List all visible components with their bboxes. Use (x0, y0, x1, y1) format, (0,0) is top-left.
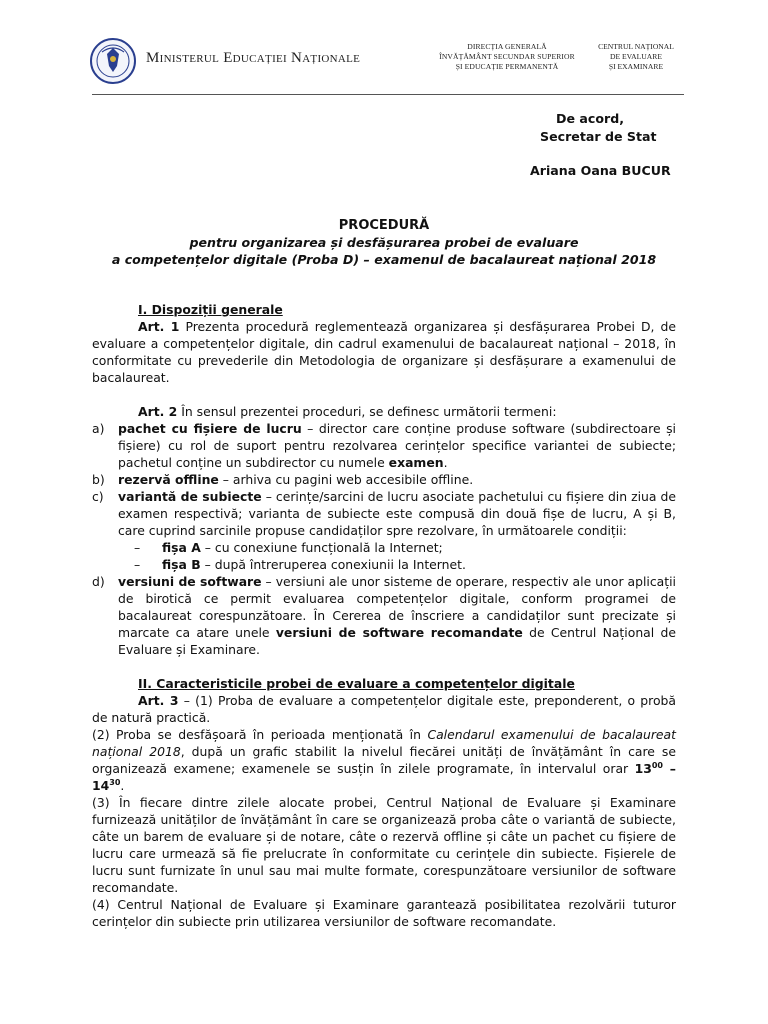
article-label: Art. 1 (138, 319, 180, 334)
dash-marker: – (134, 557, 141, 572)
evaluation-center-name: CENTRUL NAȚIONAL DE EVALUARE ȘI EXAMINARE (598, 42, 674, 71)
section-heading-1: I. Dispoziții generale (138, 302, 283, 317)
definition-term: pachet cu fișiere de lucru (118, 421, 302, 436)
definition-item-d: d) versiuni de software – versiuni ale unor sisteme de operare, respectiv ale unor aplicații de birotică ce permit evaluarea competențelor digitale, conform programei de bacalaureat corespunzătoare. În Cererea de înscriere a candidaților sunt precizate și marcate ca atare unele versiuni de software recomandate de Centrul Național de Evaluare și Examinare. (92, 574, 676, 657)
definition-term: rezervă offline (118, 472, 219, 487)
paragraph-4: (4) Centrul Național de Evaluare și Examinare garantează posibilitatea rezolvării tuturor cerințelor din subiecte prin utilizarea versiunilor de software recomandate. (92, 897, 676, 929)
government-seal-icon (90, 34, 136, 88)
letterhead (90, 32, 690, 92)
document-subtitle-2: a competențelor digitale (Proba D) – examenul de bacalaureat național 2018 (111, 252, 657, 267)
article-text: – (1) Proba de evaluare a competențelor digitale este, preponderent, o probă de natură practică. (92, 693, 676, 725)
header-divider (92, 94, 684, 95)
ministry-name: Ministerul Educației Naționale (146, 50, 361, 66)
article-text: În sensul prezentei proceduri, se definesc următorii termeni: (177, 404, 557, 419)
paragraph-2: (2) Proba se desfășoară în perioada menționată în Calendarul examenului de bacalaureat național 2018, după un grafic stabilit la nivelul fiecărei unități de învățământ în care se organizează examene; examenele se susțin în zilele programate, în intervalul orar $13^{00} - 14^{30}$. (92, 727, 677, 793)
article-1 (92, 318, 676, 386)
definition-item-c: c) variantă de subiecte – cerințe/sarcini de lucru asociate pachetului cu fișiere din ziua de examen respectivă; varianta de subiecte este compusă din două fișe de lucru, A și B, care cuprind sarcinile propuse candidaților spre rezolvare, în următoarele condiții: (92, 489, 676, 538)
article-2 (92, 403, 676, 420)
definition-item-b: b) rezervă offline – arhiva cu pagini web accesibile offline. (92, 472, 474, 487)
time-start: $13^{00}$ (634, 760, 663, 776)
definition-item-a: a) pachet cu fișiere de lucru – director care conține produse software (subdirectoare și fișiere) cu rol de suport pentru rezolvarea cerințelor specifice variantei de subiecte; pachetul conține un subdirector cu numele examen. (92, 421, 676, 470)
definition-term: versiuni de software (118, 574, 262, 589)
time-end: $14^{30}$ (92, 777, 121, 793)
article-label: Art. 2 (138, 404, 178, 419)
definition-term: variantă de subiecte (118, 489, 262, 504)
dash-marker: – (134, 540, 141, 555)
document-subtitle-1: pentru organizarea și desfășurarea probei de evaluare (189, 235, 579, 250)
list-marker: b) (92, 472, 105, 487)
list-marker: c) (92, 489, 104, 504)
approval-line: De acord, (556, 111, 625, 126)
paragraph-3: (3) În fiecare dintre zilele alocate probei, Centrul Național de Evaluare și Examinare furnizează unităților de învățământ în care se organizează proba câte o variantă de subiecte, câte un barem de evaluare și de notare, câte o rezervă offline și câte un pachet cu fișiere de lucru care urmează să fie prelucrate în conformitate cu cerințele din subiecte. Fișierele de lucru sunt furnizate în unul sau mai multe formate, corespunzătoare versiunilor de software recomandate. (92, 795, 676, 895)
approval-signatory: Ariana Oana BUCUR (530, 163, 671, 178)
article-3 (92, 692, 676, 726)
directorate-name: DIRECȚIA GENERALĂ ÎNVĂȚĂMÂNT SECUNDAR SUPERIOR ȘI EDUCAȚIE PERMANENTĂ (439, 42, 575, 71)
sub-item-fisa-a: – fișa A – cu conexiune funcțională la Internet; (134, 540, 443, 555)
sub-item-fisa-b: – fișa B – după întreruperea conexiunii la Internet. (134, 557, 466, 572)
approval-role: Secretar de Stat (540, 129, 657, 144)
list-marker: a) (92, 421, 105, 436)
article-text: Prezenta procedură reglementează organizarea și desfășurarea Probei D, de evaluare a competențelor digitale, din cadrul examenului de bacalaureat național – 2018, în conformitate cu prevederile din Metodologia de organizare și desfășurare a examenului de bacalaureat. (92, 319, 676, 385)
article-label: Art. 3 (138, 693, 179, 708)
document-body (92, 301, 676, 930)
section-heading-2: II. Caracteristicile probei de evaluare a competențelor digitale (138, 676, 575, 691)
list-marker: d) (92, 574, 105, 589)
document-title: PROCEDURĂ (338, 218, 430, 233)
